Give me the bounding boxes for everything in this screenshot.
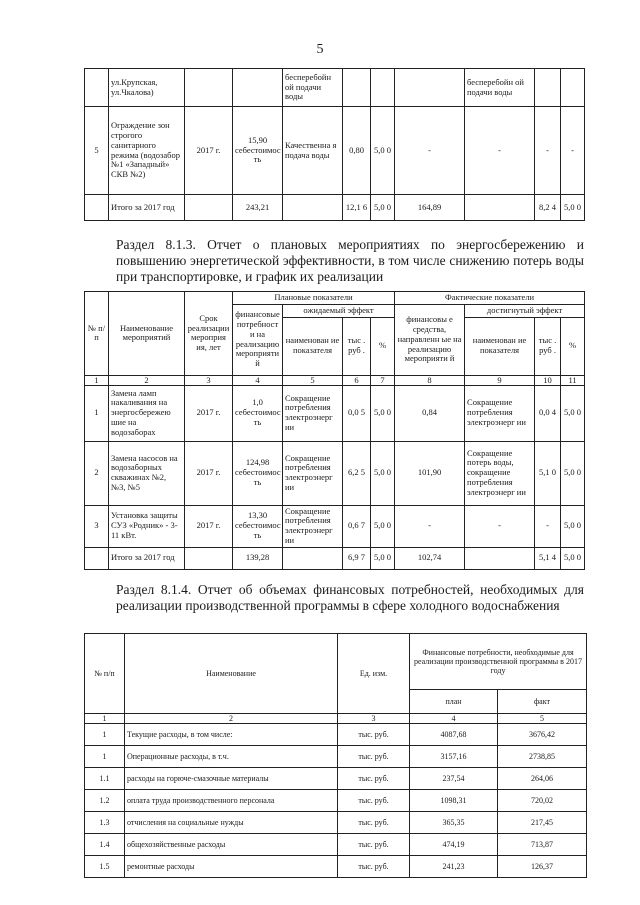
- col-header-expected: ожидаемый эффект: [283, 304, 395, 317]
- col-header-plan: план: [410, 690, 498, 714]
- table-row: 3 Установка защиты СУЗ «Родник» - 3-11 кВт. 2017 г. 13,30 себестоимос ть Сокращение потребления электроэнерг ии 0,6 7 5,0 0 - - - 5,0 0: [85, 505, 585, 547]
- table-row: 5 Ограждение зон строгого санитарного режима (водозабор №1 «Западный» СКВ №2) 2017 г. 15,90 себестоимос ть Качественна я подача воды 0,80 5,0 0 - - - -: [85, 107, 585, 195]
- table-row: 1.3 отчисления на социальные нужды тыс. руб. 365,35 217,45: [85, 812, 587, 834]
- table-row: 1 Операционные расходы, в т.ч. тыс. руб. 3157,16 2738,85: [85, 746, 587, 768]
- column-numbers-row: 1 2 3 4 5 6 7 8 9 10 11: [85, 375, 585, 385]
- section-8-1-3-title: Раздел 8.1.3. Отчет о плановых мероприятиях по энергосбережению и повышению энергетической эффективности, в том числе снижению потерь воды при транспортировке, и график их реализации: [116, 237, 584, 284]
- col-header-period: Срок реализации мероприя ия, лет: [185, 292, 233, 376]
- col-header-fin-sources: финансовы е средства, направленн ые на реализацию мероприяти й: [395, 304, 465, 375]
- table-row: 1.2 оплата труда производственного персонала тыс. руб. 1098,31 720,02: [85, 790, 587, 812]
- col-header-name: Наименование мероприятий: [109, 292, 185, 376]
- section-8-1-4-title: Раздел 8.1.4. Отчет об объемах финансовых потребностей, необходимых для реализации производственной программы в сфере холодного водоснабжения: [116, 582, 584, 613]
- energy-measures-table: № п/ п Наименование мероприятий Срок реализации мероприя ия, лет Плановые показатели Фактические показатели финансовые потребност и на реализацию мероприяти й ожидаемый эффект финансовы е средства, направленн ые на реализацию мероприяти й достигнутый эффект наименован ие показателя тыс . руб . % наименован ие показателя тыс . руб . % 1 2 3 4 5 6 7 8 9 10 11 1 Замена ламп накаливания на энергосбережею шие на водозаборах 2017 г. 1,0 себестоимос ть Сокращение потребления электроэнерг ии 0,0 5 5,0 0 0,84 Сокращение потребления электроэнерг ии 0,0 4 5,0 0 2 Замена насосов на водозаборных скважинах №2, №3, №5 2017 г. 124,98 себестоимос ть Сокращение потребления электроэнерг ии 6,2 5 5,0 0 101,90 Сокращение потерь воды, сокращение потребления электроэнерг ии 5,1 0 5,0 0 3 Установка защиты СУЗ «Родник» - 3-11 кВт. 2017 г. 13,30 себестоимос ть Сокращение потребления электроэнерг ии 0,6 7 5,0 0 - - - 5,0 0 Итого за 2017 год 139,28 6,9 7 5,0 0 102,74 5,1 4 5,0 0: [84, 291, 585, 570]
- col-header-fact: факт: [498, 690, 587, 714]
- page-number: 5: [316, 42, 324, 57]
- table-row: 1.4 общехозяйственные расходы тыс. руб. 474,19 713,87: [85, 834, 587, 856]
- col-header-fin-need: финансовые потребност и на реализацию мероприяти й: [233, 304, 283, 375]
- col-header-fin: Финансовые потребности, необходимые для реализации производственной программы в 2017 году: [410, 634, 587, 690]
- table-row: 1 Замена ламп накаливания на энергосбережею шие на водозаборах 2017 г. 1,0 себестоимос ть Сокращение потребления электроэнерг ии 0,0 5 5,0 0 0,84 Сокращение потребления электроэнерг ии 0,0 4 5,0 0: [85, 385, 585, 441]
- table-row: 1.1 расходы на горюче-смазочные материалы тыс. руб. 237,54 264,06: [85, 768, 587, 790]
- col-header-plan: Плановые показатели: [233, 292, 395, 305]
- table-continuation: [84, 68, 585, 221]
- column-numbers-row: 1 2 3 4 5: [85, 714, 587, 724]
- col-header-num: № п/п: [85, 634, 125, 714]
- table-total-row: Итого за 2017 год 139,28 6,9 7 5,0 0 102,74 5,1 4 5,0 0: [85, 547, 585, 569]
- table-row: ул.Крупская, ул.Чкалова) бесперебойн ой подачи воды бесперебойн ой подачи воды: [85, 69, 585, 107]
- table-row: 2 Замена насосов на водозаборных скважинах №2, №3, №5 2017 г. 124,98 себестоимос ть Сокращение потребления электроэнерг ии 6,2 5 5,0 0 101,90 Сокращение потерь воды, сокращение потребления электроэнерг ии 5,1 0 5,0 0: [85, 441, 585, 505]
- col-header-num: № п/ п: [85, 292, 109, 376]
- col-header-unit: Ед. изм.: [338, 634, 410, 714]
- table-total-row: Итого за 2017 год 243,21 12,1 6 5,0 0 164,89 8,2 4 5,0 0: [85, 195, 585, 221]
- col-header-fact: Фактические показатели: [395, 292, 585, 305]
- table-row: 1.5 ремонтные расходы тыс. руб. 241,23 126,37: [85, 856, 587, 878]
- table-row: 1 Текущие расходы, в том числе: тыс. руб. 4087,68 3676,42: [85, 724, 587, 746]
- col-header-achieved: достигнутый эффект: [465, 304, 585, 317]
- col-header-name: Наименование: [125, 634, 338, 714]
- financial-needs-table: [84, 633, 587, 878]
